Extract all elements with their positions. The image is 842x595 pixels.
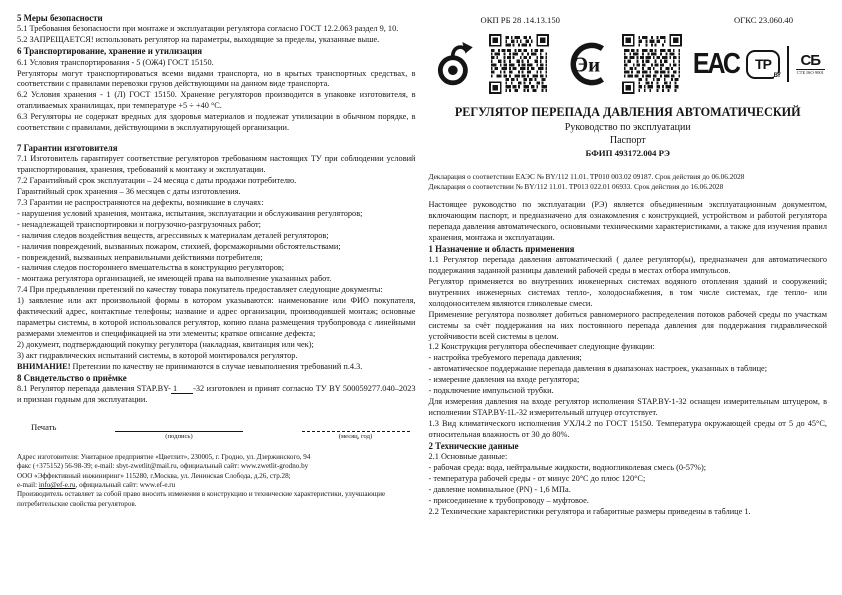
zwetlit-trademark-icon [433, 39, 479, 89]
tr-mark-by-label: BY [773, 72, 780, 79]
ogks-code: ОГКС 23.060.40 [734, 15, 793, 25]
section-8-heading: 8 Свидетельство о приёмке [17, 372, 127, 383]
paragraph-1-3: 1.3 Вид климатического исполнения УХЛ4.2 по ГОСТ 15150. Температура окружающей среды от 5 до 45°С, относительная влажность от 30 до 80%. [428, 418, 827, 439]
paragraph-1-2: 1.2 Конструкция регулятора обеспечивает следующие функции: [428, 342, 655, 352]
paragraph-5-1: 5.1 Требования безопасности при монтаже и эксплуатации регулятора согласно ГОСТ 12.2.063 раздел 9, 10. [17, 24, 399, 34]
section-2-heading: 2 Технические данные [428, 440, 519, 451]
spec-item: - давление номинальное (PN) - 1,6 МПа. [428, 484, 571, 494]
paragraph-6-2: 6.2 Условия хранения - 1 (Л) ГОСТ 15150. Хранение регуляторов производится в упаковке изготовителя, в отапливаемых хранилищах, при температуре +5 ÷ +40 °С. [17, 90, 416, 111]
list-item: - наличия следов воздействия веществ, агрессивных к материалам деталей регуляторов; [17, 230, 329, 240]
list-item: - ненадлежащей транспортировки и погрузочно-разгрузочных работ; [17, 219, 261, 229]
paragraph-measuring: Для измерения давления на входе регулятор исполнения STAP.BY-1-32 оснащен измерительным штуцером, в исполнении STAP.BY-1L-32 измерительный штуцер отсутствует. [428, 397, 827, 417]
signature-caption: (подпись) [165, 432, 193, 440]
list-item: - наличия повреждений, вызванных пожаром, стихией, форсмажорными обстоятельствами; [17, 241, 341, 251]
function-item: - настройка требуемого перепада давления; [428, 353, 582, 363]
tr-by-mark-icon [746, 50, 780, 79]
disclaimer-text: Производитель оставляет за собой право вносить изменения в конструкцию и технические характеристики, улучшающие потребительские свойства регуляторов. [17, 490, 386, 508]
marks-divider [787, 46, 789, 82]
address-line-4 [17, 481, 416, 490]
paragraph-1-1c: Применение регулятора позволяет добиться равномерного распределения потоков рабочей среды по участкам системы за счёт поддержания на них постоянного перепада давления для поддержания гидравлической устойчивости всей системы в целом. [428, 309, 827, 341]
passport-label: Паспорт [609, 135, 646, 146]
paragraph-1-1: 1.1 Регулятор перепада давления автоматический ( далее регулятор(ы), предназначен для автоматического поддержания заданной разницы давлений рабочей среды в местах отбора импульсов. [428, 255, 827, 276]
section-6-heading: 6 Транспортирование, хранение и утилизация [17, 46, 203, 57]
paragraph-6-1b: Регуляторы могут транспортироваться всеми видами транспорта, но в крытых транспортных средствах, в соответствии с правилами перевозки грузов действующими на данном виде транспорта. [17, 68, 416, 89]
function-item: - подключение импульсной трубки. [428, 386, 554, 396]
date-line [302, 422, 410, 432]
claim-doc-2: 2) документ, подтверждающий покупку регулятора (накладная, квитанция или чек); [17, 339, 314, 349]
function-item: - автоматическое поддержание перепада давления в диапазонах настроек, указанных в таблице; [428, 364, 768, 374]
paragraph-6-3: 6.3 Регуляторы не содержат вредных для здоровья материалов и подлежат утилизации в обычном порядке, в соответствии с правилами, действующими в эксплуатирующей организации. [17, 112, 416, 133]
right-column [429, 13, 828, 585]
paragraph-6-1: 6.1 Условия транспортирования - 5 (ОЖ4) ГОСТ 15150. [17, 57, 214, 67]
ei-mark-label: Эи [573, 53, 600, 77]
function-item: - измерение давления на входе регулятора; [428, 375, 580, 385]
stb-mark-caption: СТБ ISO 9001 [796, 70, 824, 75]
paragraph-7-3: 7.3 Гарантии не распространяются на дефекты, возникшие в случаях: [17, 198, 264, 207]
email-prefix: e-mail: [17, 480, 39, 489]
declaration-line-2: Декларация о соответствии № BY/112 11.01. ТР013 022.01 06933. Срок действия до 16.06.2028 [428, 181, 724, 191]
paragraph-2-1: 2.1 Основные данные: [428, 452, 508, 462]
classification-codes [429, 13, 828, 25]
eac-mark-icon: ЕАС [692, 47, 739, 80]
list-item: - повреждений, вызванных неправильными действиями потребителя; [17, 252, 263, 262]
acceptance-statement [17, 384, 416, 406]
section-7-heading: 7 Гарантии изготовителя [17, 142, 118, 153]
section-1-heading: 1 Назначение и область применения [428, 243, 575, 254]
stb-mark-label: СБ [800, 52, 821, 69]
stb-mark-icon [796, 53, 825, 75]
acceptance-text-before: 8.1 Регулятор перепада давления STAP.BY- [17, 383, 171, 393]
paragraph-7-4: 7.4 При предъявлении претензий по качеству товара покупатель предоставляет следующие документы: [17, 285, 383, 295]
warning-note [17, 362, 416, 373]
site-suffix: , официальный сайт: www.ef-e.ru [75, 480, 176, 489]
tr-mark-label: ТР [755, 56, 771, 72]
ei-certification-mark-icon [560, 41, 612, 87]
conformity-marks-cluster [693, 46, 825, 82]
qr-code-icon[interactable] [489, 34, 549, 94]
claim-doc-3: 3) акт гидравлических испытаний системы, в которой монтировался регулятор. [17, 350, 298, 360]
signature-line [115, 422, 243, 432]
address-line-2: факс (+375152) 56-98-39; e-mail: sbyt-zwetlit@mail.ru, официальный сайт: www.zwetlit-grodno.by [17, 462, 309, 471]
date-block [302, 422, 410, 440]
list-item: - нарушения условий хранения, монтажа, испытания, эксплуатации и обслуживания регуляторов; [17, 208, 363, 218]
declaration-line-1: Декларация о соответствии ЕАЭС № BY/112 11.01. ТР010 003.02 09187. Срок действия до 06.06.2028 [428, 172, 745, 181]
okp-code: ОКП РБ 28 .14.13.150 [480, 15, 560, 25]
intro-paragraph: Настоящее руководство по эксплуатации (РЭ) является объединенным эксплуатационным документом, включающим паспорт, и предназначено для ознакомления с конструкцией, устройством и работой регулятора перепада давления автоматического, основными техническими характеристиками, а также для изучения правил хранения, монтажа и эксплуатации. [428, 200, 827, 242]
paragraph-1-1b: Регулятор применяется во внутренних инженерных системах водяного отопления зданий и сооружений; внутренних инженерных системах тепло-, холодоснабжения, в том числе системах, где тепло- или холодоносителем являются гликолевые смеси. [428, 277, 827, 308]
paragraph-2-2: 2.2 Технические характеристики регулятора и габаритные размеры приведены в таблице 1. [428, 506, 751, 516]
spec-item: - рабочая среда: вода, нейтральные жидкости, водногликолевая смесь (0-57%); [428, 462, 707, 472]
list-item: - наличия следов постороннего вмешательства в конструкцию регуляторов; [17, 263, 285, 273]
address-line-3: ООО «Эффективный инжиниринг» 115280, г.Москва, ул. Ленинская Слобода, д.26, стр.28; [17, 471, 291, 480]
section-5-heading: 5 Меры безопасности [17, 13, 103, 23]
claim-doc-1: 1) заявление или акт произвольной формы в котором указываются: наименование или ФИО покупателя, фактический адрес, контактные телефоны; название и адрес организации, производившей монтаж; основные параметры системы, в которой использовался регулятор, копию плана размещения трубопровода с линейными размерами элементов и спецификацией на эти элементы; краткое описание дефекта; [17, 296, 416, 338]
paragraph-7-1: 7.1 Изготовитель гарантирует соответствие регуляторов требованиям настоящих ТУ при соблюдении условий транспортирования, хранения, требований к монтажу и эксплуатации. [17, 154, 416, 175]
stamp-label: Печать [31, 421, 57, 432]
declarations-block [429, 172, 828, 191]
list-item: - монтажа регулятора организацией, не имеющей права на выполнение указанных работ. [17, 274, 332, 284]
left-column [17, 13, 416, 585]
signature-block [115, 422, 243, 440]
stamp-signature-row [17, 422, 416, 440]
certification-marks-row [433, 31, 826, 97]
paragraph-5-2: 5.2 ЗАПРЕЩАЕТСЯ! использовать регулятор на параметры, выходящие за пределы, указанные выше. [17, 35, 380, 45]
spec-item: - присоединение к трубопроводу – муфтовое. [428, 495, 589, 505]
document-subtitle: Руководство по эксплуатации [564, 122, 691, 133]
date-caption: (месяц, год) [338, 432, 373, 440]
warning-text: Претензии по качеству не принимаются в случае невыполнения требований п.4.3. [70, 361, 363, 371]
address-line-1: Адрес изготовителя: Унитарное предприятие «Цветлит», 230005, г. Гродно, ул. Дзержинского, 94 [17, 452, 311, 461]
warning-lead: ВНИМАНИЕ! [17, 361, 71, 371]
document-title: РЕГУЛЯТОР ПЕРЕПАДА ДАВЛЕНИЯ АВТОМАТИЧЕСКИЙ [454, 105, 801, 119]
model-fill-in-field: 1 [171, 384, 193, 394]
section-gap [17, 134, 416, 143]
paragraph-7-2: 7.2 Гарантийный срок эксплуатации – 24 месяца с даты продажи потребителю. [17, 176, 297, 186]
document-code: БФИП 493172.004 РЭ [585, 148, 670, 158]
acceptance-text-after: -32 изготовлен и принят согласно ТУ BY 500059277.040–2023 и признан годным для эксплуатации. [17, 383, 416, 404]
right-body [429, 200, 828, 517]
qr-code-icon[interactable] [622, 34, 682, 94]
spec-item: - температура рабочей среды - от минус 20°С до плюс 120°С; [428, 473, 646, 483]
email-link[interactable]: info@ef-e.ru [38, 480, 76, 489]
paragraph-7-2b: Гарантийный срок хранения – 36 месяцев с даты изготовления. [17, 187, 241, 197]
manufacturer-address [17, 453, 416, 509]
